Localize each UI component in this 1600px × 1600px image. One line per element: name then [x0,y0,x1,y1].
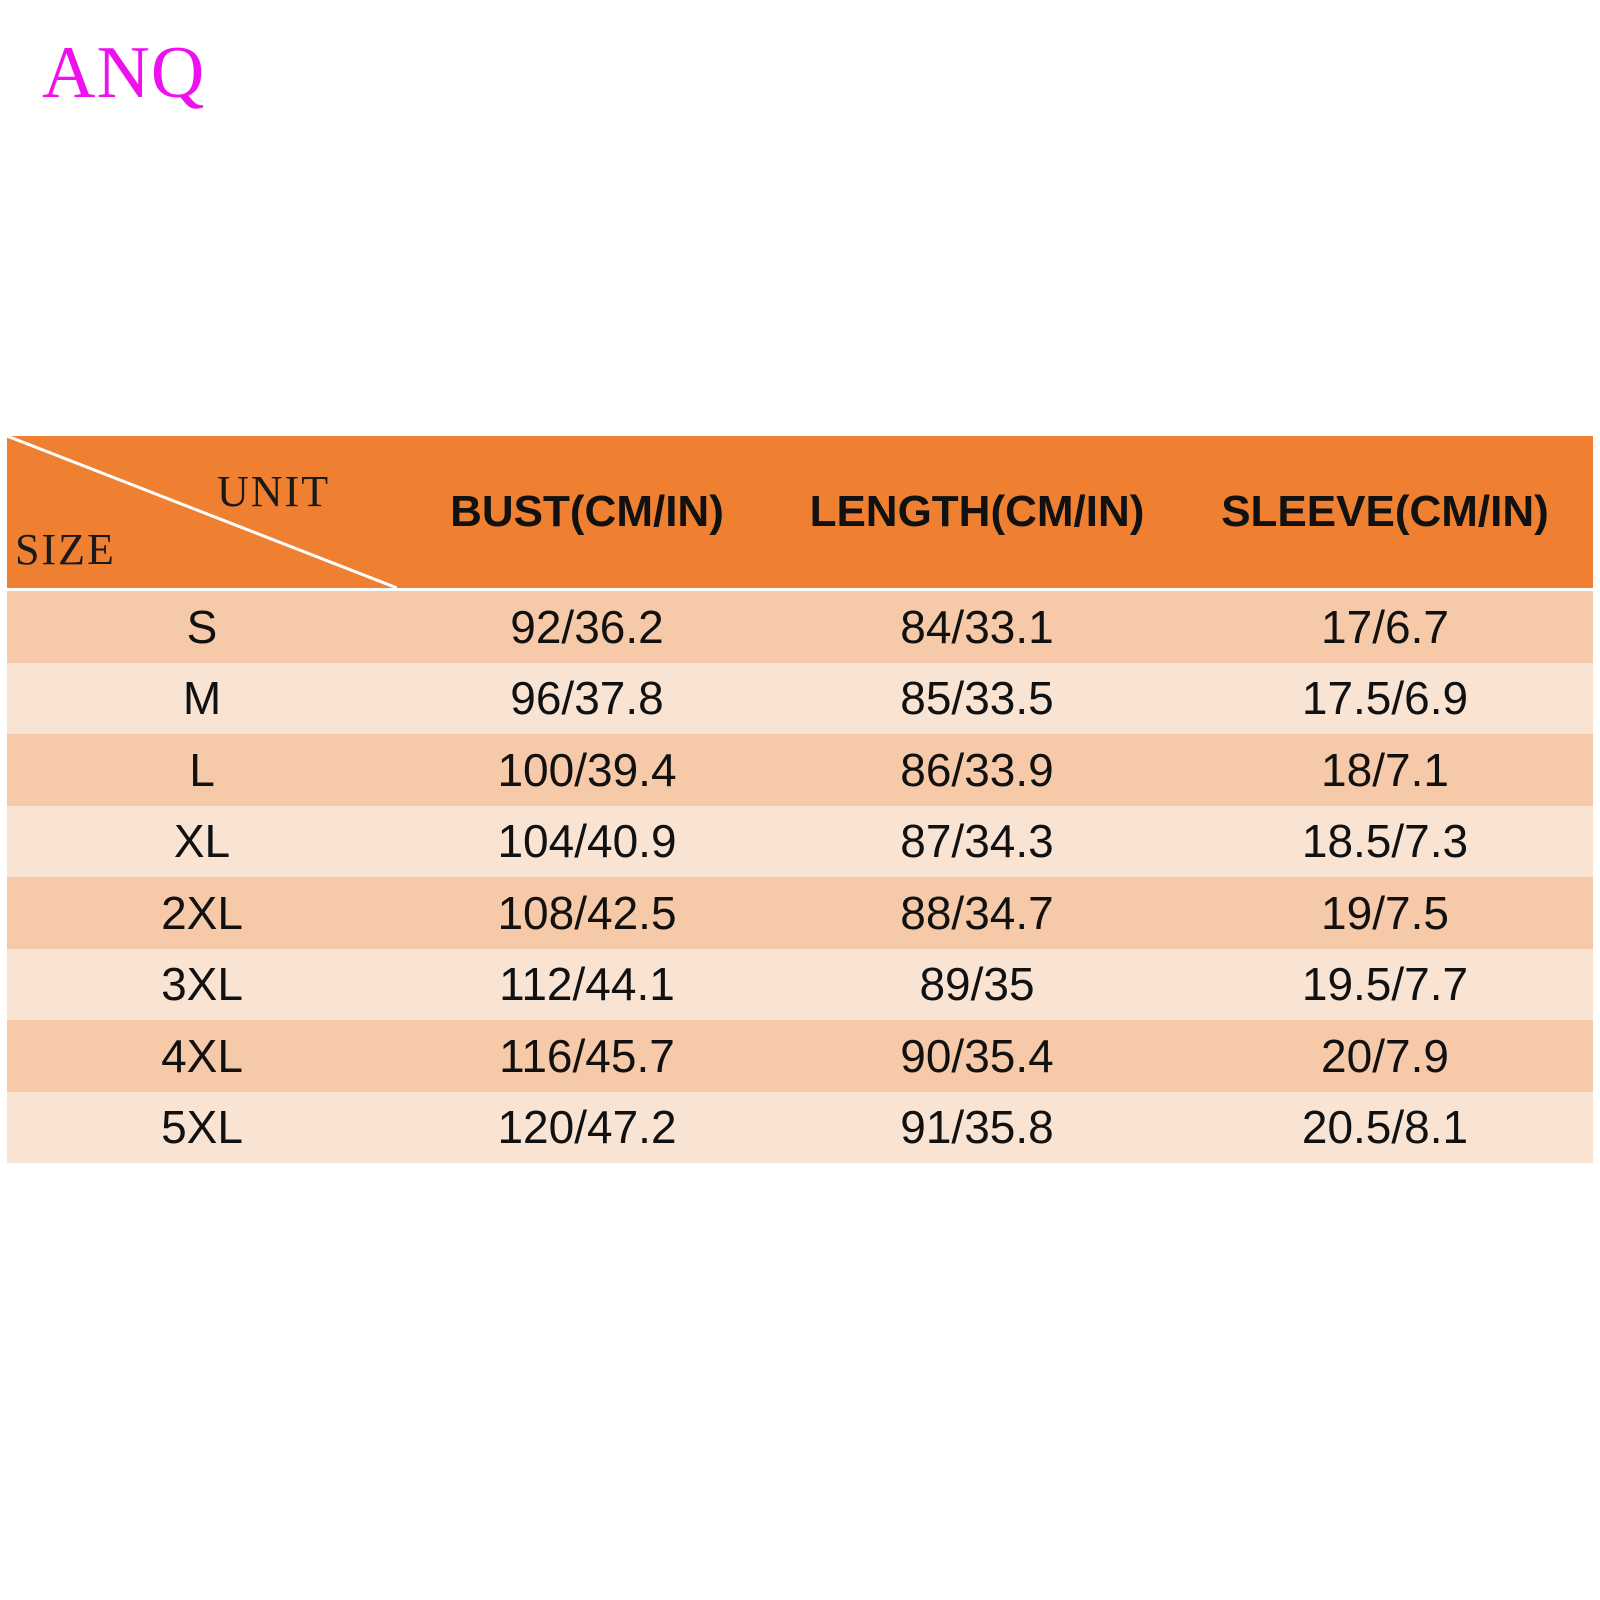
table-row [7,1020,1593,1092]
bust-cell: 96/37.8 [510,672,664,725]
length-cell: 86/33.9 [900,743,1054,796]
bust-cell: 92/36.2 [510,600,664,653]
size-cell: 3XL [161,958,243,1011]
bust-cell: 112/44.1 [499,958,675,1011]
size-cell: M [182,672,222,725]
size-cell: L [189,743,215,796]
sleeve-cell: 20/7.9 [1321,1029,1449,1082]
length-cell: 88/34.7 [900,886,1054,939]
header-length: LENGTH(CM/IN) [809,487,1145,536]
bust-cell: 120/47.2 [497,1101,677,1154]
bust-cell: 116/45.7 [499,1029,675,1082]
table-row [7,734,1593,806]
sleeve-cell: 18.5/7.3 [1301,815,1469,868]
bust-cell: 104/40.9 [497,815,677,868]
length-cell: 85/33.5 [900,672,1054,725]
header-sleeve: SLEEVE(CM/IN) [1221,487,1549,536]
table-row [7,591,1593,663]
size-cell: 2XL [161,886,243,939]
sleeve-cell: 20.5/8.1 [1301,1101,1469,1154]
brand-logo: ANQ [42,32,206,114]
bust-cell: 100/39.4 [497,743,677,796]
table-row [7,663,1593,735]
size-chart-table [7,436,1593,1163]
length-cell: 84/33.1 [900,600,1054,653]
size-cell: S [186,600,218,653]
length-cell: 87/34.3 [900,815,1054,868]
bust-cell: 108/42.5 [497,886,677,939]
corner-unit-label: UNIT [217,467,331,516]
size-cell: 5XL [161,1101,243,1154]
table-row [7,1092,1593,1164]
sleeve-cell: 19/7.5 [1321,886,1449,939]
size-cell: XL [173,815,231,868]
corner-size-label: SIZE [15,525,116,574]
sleeve-cell: 17/6.7 [1321,600,1449,653]
size-cell: 4XL [161,1029,243,1082]
sleeve-cell: 18/7.1 [1321,743,1449,796]
header-bust: BUST(CM/IN) [450,487,724,536]
table-row [7,949,1593,1021]
corner-header-cell [7,436,397,588]
sleeve-cell: 19.5/7.7 [1301,958,1469,1011]
sleeve-cell: 17.5/6.9 [1301,672,1469,725]
table-row [7,877,1593,949]
table-header-row [7,436,1593,588]
table-row [7,806,1593,878]
length-cell: 91/35.8 [900,1101,1054,1154]
length-cell: 90/35.4 [900,1029,1054,1082]
length-cell: 89/35 [919,958,1035,1011]
